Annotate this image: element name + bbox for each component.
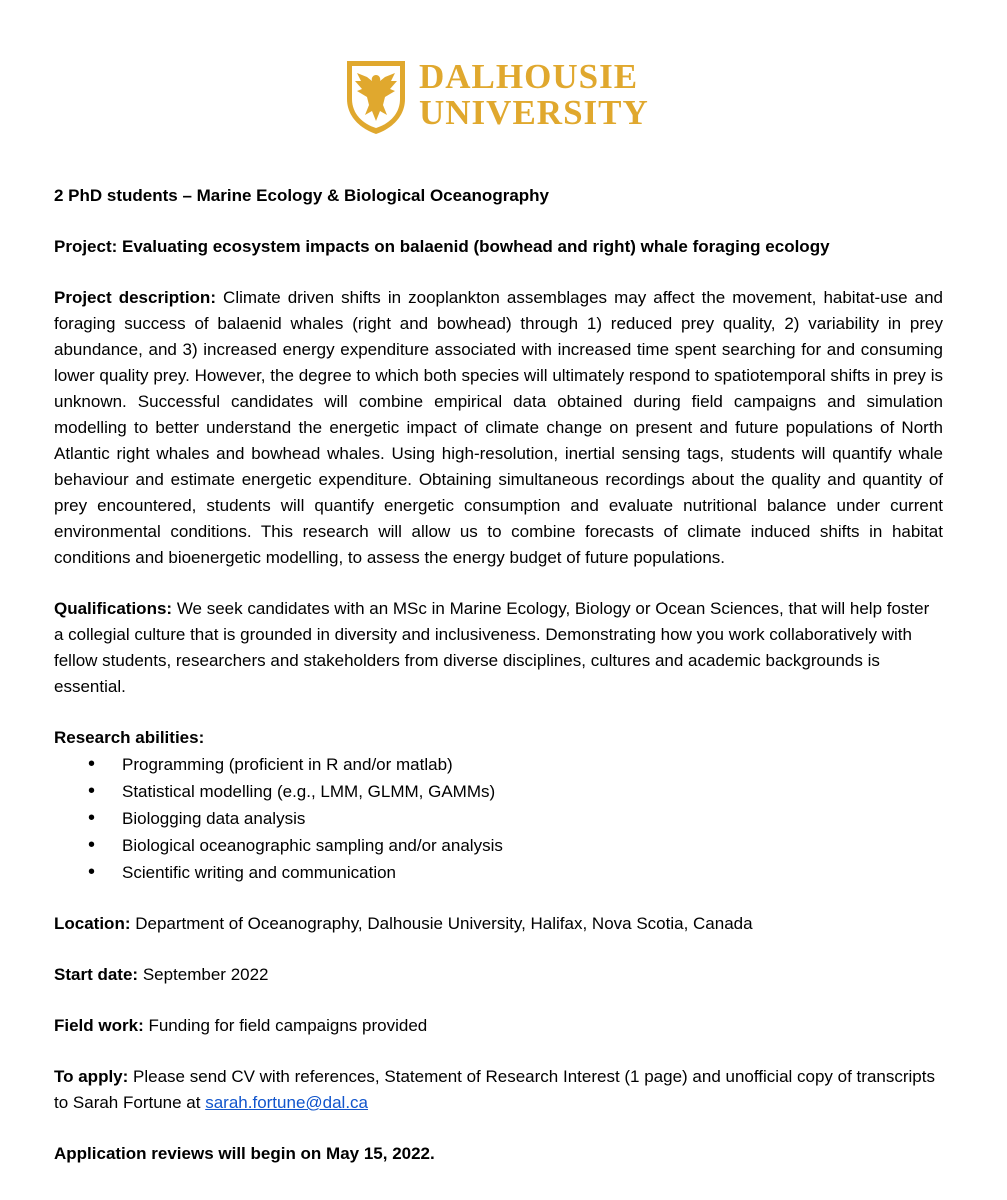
research-abilities [54,725,943,886]
qualifications [54,596,943,700]
email-link[interactable]: sarah.fortune@dal.ca [205,1093,369,1112]
location [54,911,943,937]
project-title: Project: Evaluating ecosystem impacts on balaenid (bowhead and right) whale foraging ecology [54,237,830,256]
closing-note: Application reviews will begin on May 15, 2022. [54,1144,435,1163]
apply-text: Please send CV with references, Statement of Research Interest (1 page) and unofficial copy of transcripts to Sarah Fortune at [54,1067,935,1112]
qualifications-text: We seek candidates with an MSc in Marine Ecology, Biology or Ocean Sciences, that will help foster a collegial culture that is grounded in diversity and inclusiveness. Demonstrating how you work collaboratively with fellow students, researchers and stakeholders from diverse disciplines, cultures and academic backgrounds is essential. [54,599,930,696]
list-item: • Scientific writing and communication [54,859,943,886]
location-label: Location: [54,914,131,933]
list-item: • Biologging data analysis [54,805,943,832]
list-item: • Statistical modelling (e.g., LMM, GLMM, GAMMs) [54,778,943,805]
logo-line-2: UNIVERSITY [419,93,649,132]
qualifications-label: Qualifications: [54,599,173,618]
to-apply [54,1064,943,1116]
abilities-label: Research abilities: [54,728,205,747]
field-work-label: Field work: [54,1016,144,1035]
phoenix-crest-icon [345,59,407,135]
start-date-text: September 2022 [142,965,269,984]
logo-line-1: DALHOUSIE [419,57,639,96]
university-logo [345,59,657,135]
apply-label: To apply: [54,1067,129,1086]
description-label: Project description: [54,288,216,307]
list-item: • Programming (proficient in R and/or matlab) [54,751,943,778]
start-date [54,962,943,988]
field-work-text: Funding for field campaigns provided [148,1016,428,1035]
posting-title: 2 PhD students – Marine Ecology & Biological Oceanography [54,186,549,205]
abilities-list [54,751,943,886]
logo-wordmark [419,59,649,131]
start-date-label: Start date: [54,965,139,984]
project-description [54,285,943,571]
description-text: Climate driven shifts in zooplankton assemblages may affect the movement, habitat-use and foraging success of balaenid whales (right and bowhead) through 1) reduced prey quality, 2) variability in prey abundance, and 3) increased energy expenditure associated with increased time spent searching for and consuming lower quality prey. However, the degree to which both species will ultimately respond to spatiotemporal shifts in prey is unknown. Successful candidates will combine empirical data obtained during field campaigns and simulation modelling to better understand the energetic impact of climate change on present and future populations of North Atlantic right whales and bowhead whales. Using high-resolution, inertial sensing tags, students will quantify whale behaviour and estimate energetic expenditure. Obtaining simultaneous recordings about the quality and quantity of prey encountered, students will quantify energetic consumption and evaluate nutritional balance under current environmental conditions. This research will allow us to combine forecasts of climate induced shifts in habitat conditions and bioenergetic modelling, to assess the energy budget of future populations. [54,288,943,567]
list-item: • Biological oceanographic sampling and/or analysis [54,832,943,859]
field-work [54,1013,943,1039]
location-text: Department of Oceanography, Dalhousie University, Halifax, Nova Scotia, Canada [135,914,753,933]
job-posting [54,183,943,1167]
